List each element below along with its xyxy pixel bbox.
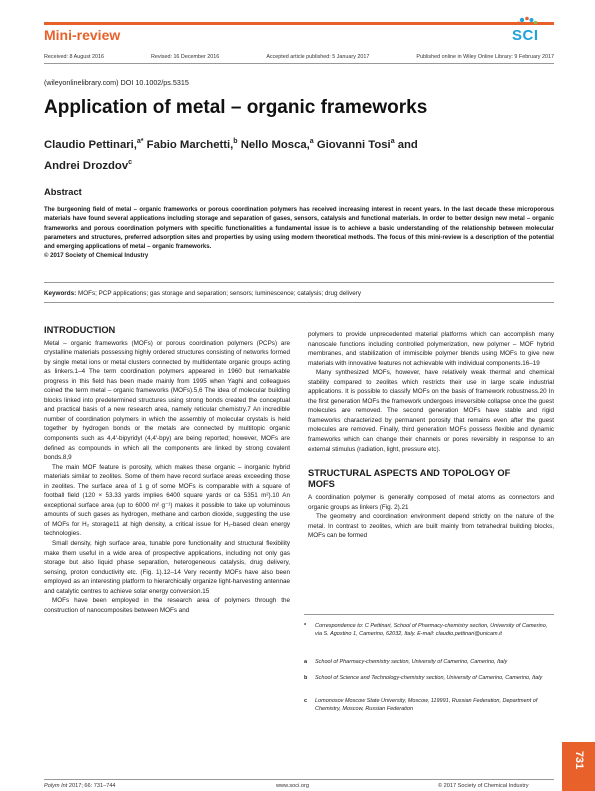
affiliation-mark: c: [128, 158, 133, 166]
structural-paragraph-1: A coordination polymer is generally composed of metal atoms as connectors and organic groups as linkers (Fig. 2).21: [308, 494, 554, 511]
sci-logo-text: SCI: [512, 27, 539, 44]
footnote-mark: c: [304, 698, 308, 704]
author-list: [44, 133, 554, 175]
header-accent-rule: [44, 22, 554, 25]
heading-line: STRUCTURAL ASPECTS AND TOPOLOGY OF: [308, 468, 511, 479]
section-label: Mini-review: [44, 27, 121, 43]
affiliation-mark: a*: [136, 138, 144, 145]
right-paragraph-1: polymers to provide unprecedented material platforms which can accomplish many nanoscale functions including controlled polymerization, new polymer – MOF hybrid membranes, and stabilization of immiscible polymer blends using MOFs to give new materials with innovative features not achievable with individual components.16–19: [308, 331, 554, 367]
footnote-mark: b: [304, 675, 308, 681]
author-name: Andrei Drozdov: [44, 159, 129, 172]
author-name: Giovanni Tosi: [313, 138, 391, 151]
author-name: Claudio Pettinari,: [44, 138, 137, 151]
footer-website[interactable]: www.soci.org: [276, 783, 309, 789]
author-name: Nello Mosca,: [237, 138, 310, 151]
structural-paragraph-2: The geometry and coordination environment depend strictly on the nature of the metal. In contrast to zeolites, which are built mainly from tetrahedral building blocks, MOFs can be formed: [308, 513, 554, 540]
footnote-mark: *: [304, 623, 307, 629]
footnote-divider: [304, 614, 554, 615]
divider: [44, 63, 554, 64]
received-date: Received: 8 August 2016: [44, 54, 104, 60]
left-column: [44, 326, 290, 615]
journal-name: Polym Int: [44, 783, 68, 789]
author-conjunction: and: [394, 138, 418, 151]
intro-paragraph-4: MOFs have been employed in the research area of polymers through the construction of nanocomposites between MOFs and: [44, 597, 290, 614]
revised-date: Revised: 16 December 2016: [150, 54, 220, 60]
divider: [44, 302, 554, 303]
affiliation-mark: a: [309, 138, 314, 145]
footnote-correspondence: [304, 622, 554, 654]
keywords-line: [44, 290, 554, 297]
right-column: [308, 330, 554, 541]
author-name: Fabio Marchetti,: [143, 138, 234, 151]
footnote-affiliation-a: [304, 658, 554, 668]
abstract-copyright: © 2017 Society of Chemical Industry: [44, 253, 149, 260]
keywords-label: Keywords:: [44, 290, 77, 297]
doi-line[interactable]: (wileyonlinelibrary.com) DOI 10.1002/ps.5315: [44, 78, 189, 87]
affiliation-mark: b: [233, 138, 238, 145]
intro-paragraph-3: Small density, high surface area, tunable pore functionality and structural flexibility make them useful in a wide area of prospective applications, including not only gas storage but also liquid phase separation, heterogeneous catalysis, drug delivery, sensing, proton conductivity etc. (Fig. 1).12–14 Very recently MOFs have also been employed as an interesting platform to hierarchically organize light-harvesting antennae and catalytic centres to achieve solar energy conversion.15: [44, 540, 290, 595]
footnote-affiliation-c: [304, 697, 554, 715]
heading-line: MOFS: [308, 479, 335, 490]
divider: [44, 282, 554, 283]
footnote-text: School of Pharmacy-chemistry section, University of Camerino, Camerino, Italy: [315, 659, 508, 665]
footnote-mark: a: [304, 659, 308, 665]
abstract-body: [44, 206, 554, 262]
citation-details: 2017; 66: 731–744: [67, 783, 116, 789]
footnote-text: School of Science and Technology-chemistry section, University of Camerino, Camerino, Italy: [315, 675, 543, 681]
intro-paragraph-2: The main MOF feature is porosity, which makes these organic – inorganic hybrid materials similar to zeolites. Some of them have record surface areas exceeding those in zeolites. The surface area of 1 g of some MOFs is comparable with a square of football field (120 × 53.33 yards implies 6400 square yards or ca 5351 m²).10 An exceptional surface area (up to 6000 m² g⁻¹) makes it possible to take up voluminous amounts of such gases as hydrogen, methane and carbon dioxide, suggesting the use of MOFs for H₂ storage11 at high density, a critical issue for H₂-based clean energy technologies.: [44, 463, 290, 538]
page-number: 731: [573, 750, 585, 770]
published-date: Published online in Wiley Online Library: 9 February 2017: [416, 54, 554, 60]
intro-heading: INTRODUCTION: [44, 325, 116, 335]
publication-dates: [44, 54, 554, 60]
footer-divider: [44, 779, 554, 780]
keywords-text: MOFs; PCP applications; gas storage and separation; sensors; luminescence; catalysis; drug delivery: [77, 290, 361, 297]
article-title: Application of metal – organic frameworks: [44, 97, 428, 118]
abstract-text: The burgeoning field of metal – organic frameworks or porous coordination polymers has received increasing interest in recent years. In the last decade these microporous materials have found several applications including storage and separation of gases, sensors, catalysis and functional materials. In order to better design new metal – organic frameworks and porous coordination polymers with specific functionalities a fundamental issue is to achieve a basic understanding of the relationship between molecular parameters and structures, preferred adsorption sites and properties by using using modern theoretical methods. The focus of this mini-review is a description of the potential and emerging applications of metal – organic frameworks.: [44, 207, 554, 250]
structural-heading: [308, 468, 554, 490]
intro-paragraph-1: Metal – organic frameworks (MOFs) or porous coordination polymers (PCPs) are crystalline materials possessing highly ordered structures consisting of networks formed by single metal ions or metal clusters connected by multidentate organic groups acting as linkers.1–4 The term coordination polymers appeared in 1960 but remarkable progress in this field has been made mainly from 1995 when Yaghi and colleagues coined the term metal – organic frameworks (MOFs).5,6 The idea of molecular building blocks linked into predetermined structures using strong bonds created the conceptual and practical basis of a new research area, namely reticular chemistry.7 An incredible number of coordination polymers in which the assembly of molecular crystals is held together by hydrogen bonds or the metals are connected by multitopic organic components such as 4,4′-bipyridyl (4,4′-bpy) are being reported; however, MOFs are defined as compounds in which all the components are linked by strong covalent bonds.8,9: [44, 339, 290, 462]
footnote-text[interactable]: Correspondence to: C Pettinari, School of Pharmacy-chemistry section, University of Camerino, via S. Agostino 1, Camerino, 62032, Italy. E-mail: claudio.pettinari@unicam.it: [315, 623, 548, 637]
affiliation-mark: a: [390, 138, 395, 145]
right-paragraph-2: Many synthesized MOFs, however, have relatively weak thermal and chemical stability compared to zeolites which restricts their use in large scale industrial applications. It is possible to classify MOFs on the basis of framework robustness.20 In the first generation MOFs the framework undergoes irreversible collapse once the guest molecules are removed. The second generation MOFs have stable and rigid frameworks characterized by permanent porosity that remains even after the guest molecules are removed. Finally, third generation MOFs possess flexible and dynamic frameworks which can change their channels or pores reversibly in response to an external stimulus (radiation, light, pressure etc).: [308, 369, 554, 453]
accepted-date: Accepted article published: 5 January 2017: [266, 54, 370, 60]
abstract-heading: Abstract: [44, 187, 82, 197]
footer-citation: [44, 783, 116, 789]
footer-copyright: © 2017 Society of Chemical Industry: [438, 783, 529, 789]
footnote-affiliation-b: [304, 674, 554, 692]
footnote-text: Lomonosov Moscow State University, Moscow, 119991, Russian Federation, Department of Chemistry, Moscow, Russian Federation: [315, 698, 538, 712]
